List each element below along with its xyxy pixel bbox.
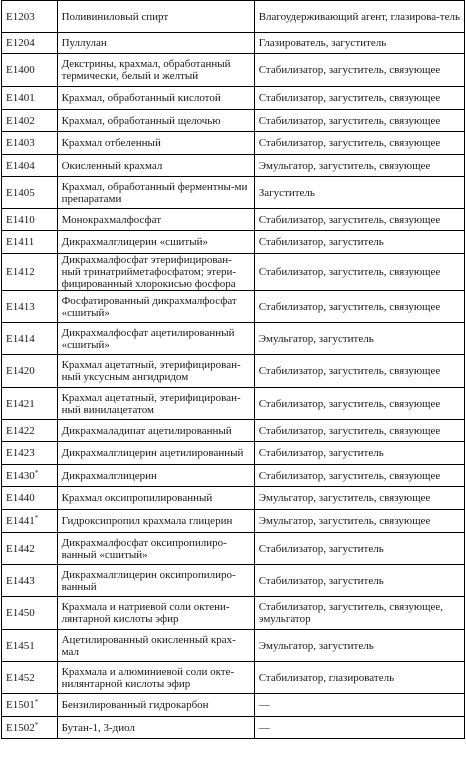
additive-code [2,565,58,597]
footnote-mark: * [34,514,39,522]
additive-code [2,465,58,487]
additive-code-text: E1412 [6,266,35,278]
additive-code-text: E1411 [6,236,35,248]
additive-function: Глазирователь, загуститель [254,33,464,54]
table-row [2,694,465,717]
additive-code [2,694,58,717]
additive-name: Крахмал, обработанный кислотой [57,87,254,110]
additive-code-text: E1443 [6,574,35,587]
table-row [2,155,465,177]
table-row [2,132,465,155]
additive-function: Стабилизатор, загуститель, связующее [254,87,464,110]
table-row [2,254,465,291]
additive-code [2,510,58,533]
additive-function: Стабилизатор, загуститель, связующее [254,209,464,231]
additive-function: Стабилизатор, загуститель [254,231,464,254]
additive-name: Крахмал ацетатный, этерифицирован-ный уксусным ангидридом [57,355,254,388]
additive-code-text: E1450 [6,607,35,619]
additive-name: Крахмал ацетатный, этерифицирован-ный винилацетатом [57,388,254,420]
additive-function: Эмульгатор, загуститель [254,323,464,355]
additive-code [2,231,58,254]
additive-name: Декстрины, крахмал, обработанный термически, белый и желтый [57,54,254,87]
additive-function: Стабилизатор, загуститель [254,442,464,465]
additive-name: Бутан-1, 3-диол [57,717,254,739]
additive-code [2,717,58,739]
additive-function: Эмульгатор, загуститель, связующее [254,510,464,533]
additive-code [2,355,58,388]
additive-code [2,323,58,355]
additives-table [1,0,465,739]
additive-code-text: E1402 [6,114,35,127]
additive-function: Стабилизатор, загуститель, связующее [254,132,464,155]
additive-function: Эмульгатор, загуститель, связующее [254,487,464,510]
additive-code [2,209,58,231]
additive-code-text: E1451 [6,639,35,652]
table-row [2,487,465,510]
additive-function: Влагоудерживающий агент, глазирова-тель [254,1,464,33]
additive-code-text: E1204 [6,37,35,49]
table-row [2,177,465,209]
additive-name: Крахмал оксипропилированный [57,487,254,510]
additive-code [2,442,58,465]
additive-name: Дикрахмалфосфат оксипропилиро-ванный «сшитый» [57,533,254,565]
additive-code [2,33,58,54]
additive-code-text: E1502 [6,721,35,734]
additive-function: Стабилизатор, загуститель, связующее [254,54,464,87]
additive-code [2,155,58,177]
table-row [2,420,465,442]
additive-function: Стабилизатор, загуститель, связующее [254,388,464,420]
additive-function: Стабилизатор, загуститель, связующее [254,291,464,323]
additive-name: Крахмал, обработанный ферментны-ми препаратами [57,177,254,209]
table-row [2,465,465,487]
additive-name: Монокрахмалфосфат [57,209,254,231]
additive-code [2,177,58,209]
table-row [2,717,465,739]
additive-name: Крахмал отбеленный [57,132,254,155]
additive-name: Дикрахмаладипат ацетилированный [57,420,254,442]
additive-code [2,291,58,323]
additive-code-text: E1452 [6,671,35,684]
additive-name: Крахмал, обработанный щелочью [57,110,254,132]
table-body [2,1,465,739]
additive-code-text: E1422 [6,424,35,437]
additive-code [2,420,58,442]
additive-name: Дикрахмалглицерин ацетилированный [57,442,254,465]
additive-code-text: E1440 [6,492,35,504]
additive-code [2,630,58,662]
additive-name: Дикрахмалглицерин «сшитый» [57,231,254,254]
additive-code [2,487,58,510]
additive-code [2,1,58,33]
table-row [2,87,465,110]
additive-code-text: E1441 [6,515,35,527]
additive-code [2,132,58,155]
additive-name: Дикрахмалфосфат ацетилированный «сшитый» [57,323,254,355]
additive-function: Стабилизатор, загуститель, связующее, эмульгатор [254,597,464,630]
additive-code [2,54,58,87]
additive-code-text: E1410 [6,213,35,226]
additive-function: Загуститель [254,177,464,209]
additive-name: Бензилированный гидрокарбон [57,694,254,717]
additive-name: Поливиниловый спирт [57,1,254,33]
additive-function: — [254,694,464,717]
additive-name: Крахмала и алюминиевой соли октe-нилянтарной кислоты эфир [57,662,254,694]
additive-code-text: E1404 [6,159,35,172]
table-row [2,231,465,254]
table-row [2,597,465,630]
additive-code-text: E1423 [6,447,35,459]
additive-code-text: E1400 [6,64,35,76]
footnote-mark: * [34,720,39,729]
table-row [2,662,465,694]
table-row [2,630,465,662]
table-row [2,533,465,565]
additive-code-text: E1401 [6,92,35,104]
additive-name: Крахмала и натриевой соли октени-лянтарной кислоты эфир [57,597,254,630]
additive-code [2,388,58,420]
table-row [2,1,465,33]
table-row [2,565,465,597]
additive-name: Дикрахмалглицерин оксипропилиро-ванный [57,565,254,597]
additive-function: Стабилизатор, загуститель, связующее [254,465,464,487]
additive-code-text: E1430 [6,469,35,482]
additive-name: Пуллулан [57,33,254,54]
additive-function: Стабилизатор, загуститель, связующее [254,254,464,291]
footnote-mark: * [34,698,39,706]
table-row [2,355,465,388]
table-row [2,510,465,533]
additive-function: Стабилизатор, загуститель, связующее [254,355,464,388]
additive-code [2,597,58,630]
table-row [2,388,465,420]
additive-code [2,110,58,132]
additive-code-text: E1203 [6,10,35,23]
additive-function: Стабилизатор, загуститель, связующее [254,420,464,442]
additive-code [2,87,58,110]
table-row [2,209,465,231]
table-row [2,323,465,355]
additive-code-text: E1420 [6,365,35,377]
additive-function: Стабилизатор, загуститель, связующее [254,110,464,132]
additive-function: Стабилизатор, загуститель [254,533,464,565]
additive-function: Эмульгатор, загуститель, связующее [254,155,464,177]
table-row [2,291,465,323]
table-row [2,442,465,465]
additive-function: — [254,717,464,739]
additive-function: Стабилизатор, загуститель [254,565,464,597]
additive-code [2,662,58,694]
additive-code [2,254,58,291]
additive-code-text: E1501 [6,699,35,711]
additive-code-text: E1405 [6,186,35,199]
additive-function: Стабилизатор, глазирователь [254,662,464,694]
additive-code-text: E1403 [6,137,35,149]
additive-name: Дикрахмалфосфат этерифицирован-ный тринатрийметафосфатом; этери-фицированный хлорокисью фосфора [57,254,254,291]
additive-name: Ацетилированный окисленный крах-мал [57,630,254,662]
additive-code-text: E1442 [6,542,35,555]
additive-code-text: E1413 [6,300,35,313]
additive-name: Дикрахмалглицерин [57,465,254,487]
table-row [2,33,465,54]
additive-name: Окисленный крахмал [57,155,254,177]
additive-code [2,533,58,565]
additive-name: Фосфатированный дикрахмалфосфат «сшитый» [57,291,254,323]
additive-code-text: E1414 [6,332,35,345]
footnote-mark: * [34,468,39,477]
additive-function: Эмульгатор, загуститель [254,630,464,662]
table-row [2,54,465,87]
additive-name: Гидроксипропил крахмала глицерин [57,510,254,533]
table-row [2,110,465,132]
additive-code-text: E1421 [6,397,35,410]
